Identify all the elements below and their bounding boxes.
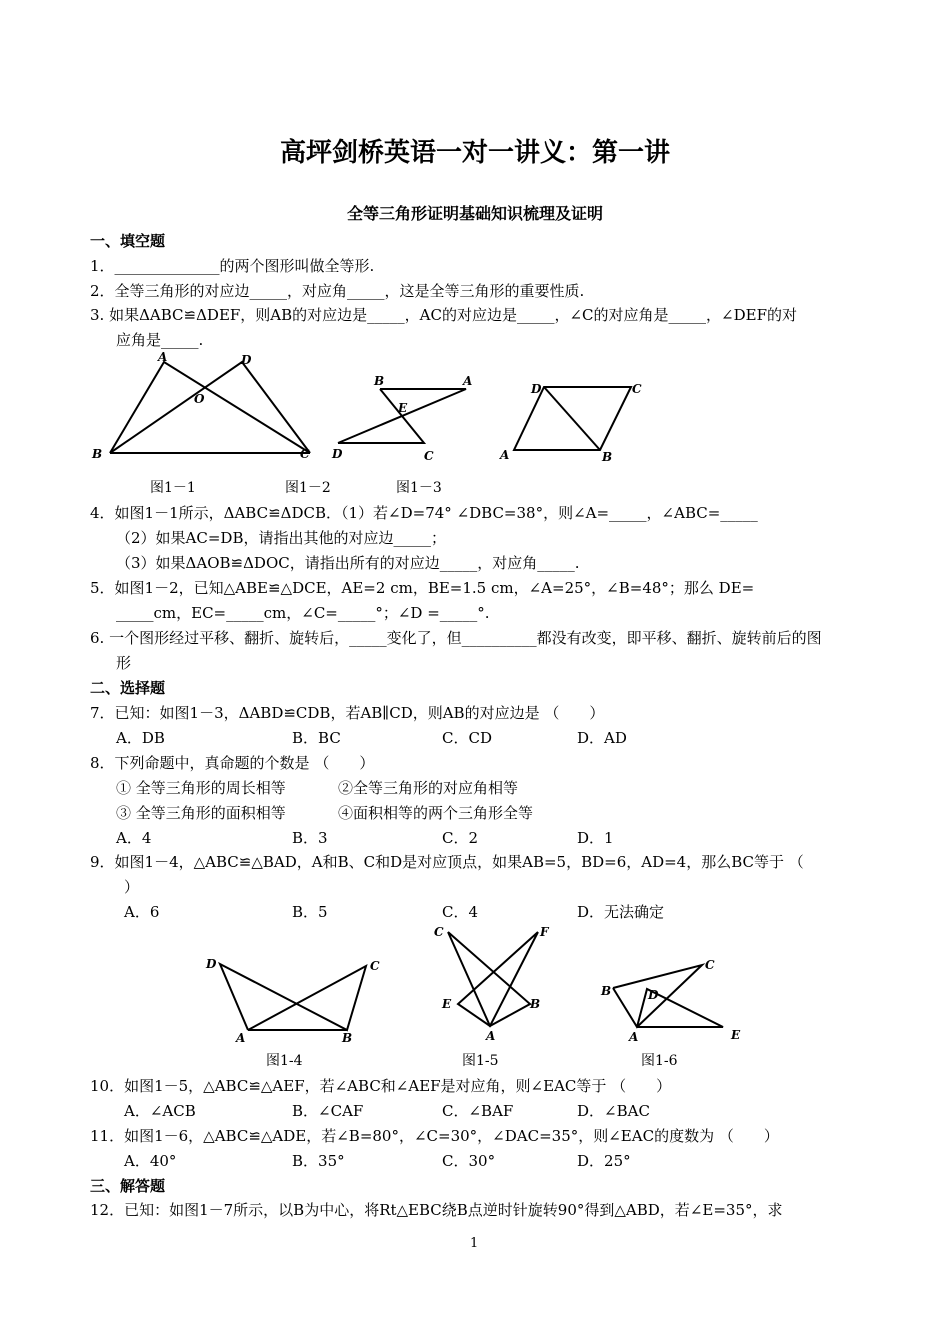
question-11: 11．如图1－6，△ABC≌△ADE，若∠B=80°，∠C=30°，∠DAC=35°，则∠EAC的度数为 （ ） <box>90 1127 779 1145</box>
question-7: 7．已知：如图1－3，ΔABD≌CDB，若AB∥CD，则AB的对应边是 （ ） <box>90 704 605 722</box>
figure-1-4-label-d: D <box>206 957 217 971</box>
page-subtitle: 全等三角形证明基础知识梳理及证明 <box>346 204 603 223</box>
caption-figure-1-4: 图1-4 <box>266 1053 303 1069</box>
question-8-option-d: D．1 <box>577 829 614 847</box>
question-11-option-a: A．40° <box>124 1152 177 1170</box>
caption-figure-1-2: 图1－2 <box>285 480 331 496</box>
figure-1-3-label-d: D <box>531 382 542 396</box>
question-8-item-1: ① 全等三角形的周长相等 <box>116 779 286 797</box>
section-heading-fill: 一、填空题 <box>90 232 166 250</box>
question-10-option-a: A．∠ACB <box>124 1102 196 1120</box>
question-9-option-a: A．6 <box>124 903 160 921</box>
section-heading-answer: 三、解答题 <box>90 1177 166 1195</box>
question-9-option-c: C．4 <box>442 903 479 921</box>
question-1: 1．______________的两个图形叫做全等形. <box>90 257 375 275</box>
figure-1-4-label-a: A <box>236 1031 246 1045</box>
figure-1-6-label-b: B <box>601 984 612 998</box>
caption-figure-1-5: 图1-5 <box>462 1053 499 1069</box>
figure-1-1-label-a: A <box>158 350 168 364</box>
question-7-option-b: B．BC <box>292 729 341 747</box>
figure-1-4-label-c: C <box>370 959 380 973</box>
question-10-option-b: B．∠CAF <box>292 1102 364 1120</box>
question-9-option-b: B．5 <box>292 903 328 921</box>
question-8: 8．下列命题中，真命题的个数是 （ ） <box>90 754 375 772</box>
question-9-option-d: D．无法确定 <box>577 903 665 921</box>
question-8-option-c: C．2 <box>442 829 479 847</box>
question-11-option-d: D．25° <box>577 1152 631 1170</box>
question-8-option-a: A．4 <box>116 829 152 847</box>
question-6-line1: 6. 一个图形经过平移、翻折、旋转后，_____变化了，但__________都没有改变，即平移、翻折、旋转前后的图 <box>90 629 822 647</box>
figure-1-2-label-a: A <box>463 374 473 388</box>
question-8-option-b: B．3 <box>292 829 328 847</box>
caption-figure-1-1: 图1－1 <box>150 480 196 496</box>
figure-1-5-label-b: B <box>530 997 541 1011</box>
question-8-item-2: ②全等三角形的对应角相等 <box>338 779 519 797</box>
figure-1-3-label-b: B <box>602 450 613 464</box>
figure-1-2-label-e: E <box>398 401 408 415</box>
figure-1-1 <box>88 350 318 465</box>
figure-1-4-label-b: B <box>342 1031 353 1045</box>
question-4-line3: （3）如果ΔAOB≌ΔDOC，请指出所有的对应边_____，对应角_____. <box>116 554 580 572</box>
figure-1-6 <box>595 955 755 1050</box>
question-7-option-a: A．DB <box>116 729 165 747</box>
figure-1-6-label-c: C <box>705 958 715 972</box>
question-10: 10．如图1－5，△ABC≌△AEF，若∠ABC和∠AEF是对应角，则∠EAC等于 （ ） <box>90 1077 672 1095</box>
question-5-line1: 5．如图1－2，已知△ABE≌△DCE，AE=2 cm，BE=1.5 cm，∠A=25°，∠B=48°；那么 DE= <box>90 579 755 597</box>
question-11-option-c: C．30° <box>442 1152 496 1170</box>
figure-1-5 <box>430 922 560 1043</box>
question-4-line1: 4．如图1－1所示，ΔABC≌ΔDCB．（1）若∠D=74° ∠DBC=38°，则∠A=_____，∠ABC=_____ <box>90 504 758 522</box>
figure-1-5-label-c: C <box>434 925 444 939</box>
figure-1-2-label-c: C <box>424 449 434 463</box>
question-5-line2: _____cm，EC=_____cm，∠C=_____°；∠D =_____°. <box>116 604 490 622</box>
question-9-line1: 9．如图1－4，△ABC≌△BAD，A和B、C和D是对应顶点，如果AB=5，BD=6，AD=4，那么BC等于 （ <box>90 853 804 871</box>
question-10-option-c: C．∠BAF <box>442 1102 514 1120</box>
figure-1-6-label-e: E <box>731 1028 741 1042</box>
caption-figure-1-3: 图1－3 <box>396 480 442 496</box>
figure-1-3-label-a: A <box>500 448 510 462</box>
question-2: 2．全等三角形的对应边_____，对应角_____，这是全等三角形的重要性质. <box>90 282 585 300</box>
figure-1-5-label-f: F <box>540 925 549 939</box>
figure-1-3-label-c: C <box>632 382 642 396</box>
figure-1-1-label-o: O <box>194 392 205 406</box>
question-9-line2: ） <box>124 878 140 896</box>
section-heading-choice: 二、选择题 <box>90 679 166 697</box>
page-title: 高坪剑桥英语一对一讲义：第一讲 <box>279 138 670 168</box>
figure-1-2-label-d: D <box>332 447 343 461</box>
question-4-line2: （2）如果AC=DB，请指出其他的对应边_____； <box>116 529 446 547</box>
question-3-line2: 应角是_____. <box>116 331 204 349</box>
figure-1-5-label-a: A <box>486 1029 496 1043</box>
figure-1-1-label-b: B <box>92 447 103 461</box>
figure-1-1-label-c: C <box>300 447 310 461</box>
page-number: 1 <box>470 1236 479 1251</box>
question-8-item-3: ③ 全等三角形的面积相等 <box>116 804 286 822</box>
question-11-option-b: B．35° <box>292 1152 345 1170</box>
question-10-option-d: D．∠BAC <box>577 1102 650 1120</box>
question-6-line2: 形 <box>116 654 132 672</box>
figure-1-6-label-a: A <box>629 1030 639 1044</box>
caption-figure-1-6: 图1-6 <box>641 1053 678 1069</box>
figure-1-3 <box>498 375 648 465</box>
figure-1-5-label-e: E <box>442 997 452 1011</box>
figure-1-1-label-d: D <box>241 353 252 367</box>
figure-1-2 <box>328 372 478 467</box>
figure-1-2-label-b: B <box>374 374 385 388</box>
question-3-line1: 3. 如果ΔABC≌ΔDEF，则AB的对应边是_____，AC的对应边是_____，∠C的对应角是_____，∠DEF的对 <box>90 306 797 324</box>
question-12: 12．已知：如图1－7所示，以B为中心，将Rt△EBC绕B点逆时针旋转90°得到△ABD，若∠E=35°，求 <box>90 1201 783 1219</box>
figure-1-6-label-d: D <box>648 988 659 1002</box>
question-7-option-d: D．AD <box>577 729 627 747</box>
figure-1-4 <box>200 950 390 1045</box>
question-8-item-4: ④面积相等的两个三角形全等 <box>338 804 534 822</box>
question-7-option-c: C．CD <box>442 729 492 747</box>
